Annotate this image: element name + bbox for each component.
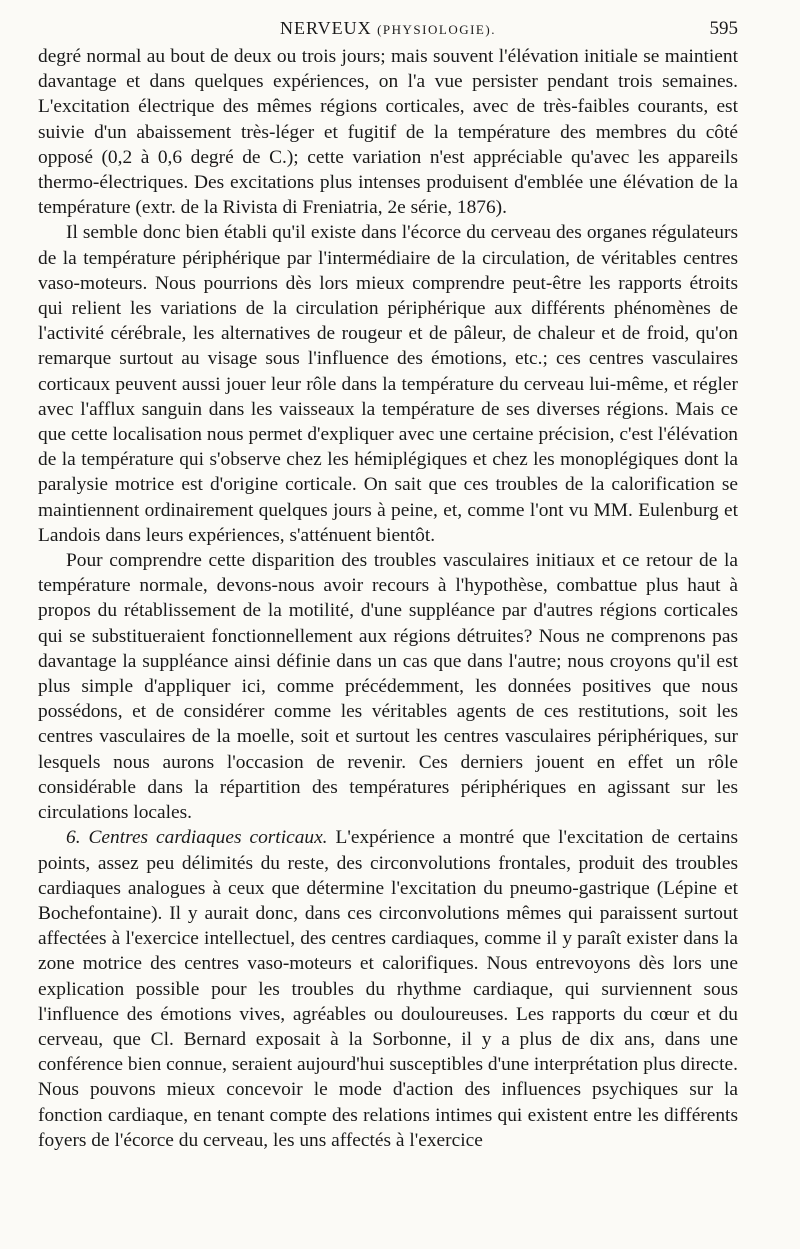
- paragraph-continued: degré normal au bout de deux ou trois jours; mais souvent l'élévation initiale se maintient davantage et dans quelques expériences, on l'a vue persister pendant trois semaines. L'excitation électrique des mêmes régions corticales, avec de très-faibles courants, est suivie d'un abaissement très-léger et fugitif de la température des membres du côté opposé (0,2 à 0,6 degré de C.); cette variation n'est appréciable qu'avec les appareils thermo-électriques. Des excitations plus intenses produisent d'emblée une élévation de la température (extr. de la Rivista di Freniatria, 2e série, 1876).: [38, 46, 738, 219]
- page-number: 595: [709, 18, 738, 39]
- running-title-sub: (PHYSIOLOGIE).: [377, 22, 496, 37]
- running-title-main: NERVEUX: [280, 18, 372, 38]
- running-title: [38, 18, 738, 39]
- paragraph-cortical-vasomotor-centers: Il semble donc bien établi qu'il existe dans l'écorce du cerveau des organes régulateurs de la température périphérique par l'intermédiaire de la circulation, de véritables centres vaso-moteurs. Nous pourrions dès lors mieux comprendre peut-être les rapports étroits qui relient les variations de la circulation périphérique aux différents phénomènes de l'activité cérébrale, les alternatives de rougeur et de pâleur, de chaleur et de froid, qu'on remarque surtout au visage sous l'influence des émotions, etc.; ces centres vasculaires corticaux peuvent aussi jouer leur rôle dans la température du cerveau lui-même, et régler avec l'afflux sanguin dans les vaisseaux la température de ses diverses régions. Mais ce que cette localisation nous permet d'expliquer avec une certaine précision, c'est l'élévation de la température qui s'observe chez les hémiplégiques et chez les monoplégiques dont la paralysie motrice est d'origine corticale. On sait que ces troubles de la calorification se maintiennent ordinairement quelques jours à peine, et, comme l'ont vu MM. Eulenburg et Landois dans leurs expériences, s'atténuent bientôt.: [38, 222, 738, 546]
- paragraph-cardiac-text: L'expérience a montré que l'excitation de certains points, assez peu délimités du reste, des circonvolutions frontales, produit des troubles cardiaques analogues à ceux que détermine l'excitation du pneumo-gastrique (Lépine et Bochefontaine). Il y aurait donc, dans ces circonvolutions mêmes qui paraissent surtout affectées à l'exercice intellectuel, des centres cardiaques, comme il y paraît exister dans la zone motrice des centres vaso-moteurs et calorifiques. Nous entrevoyons dès lors une explication possible pour les troubles du rhythme cardiaque, qui surviennent sous l'influence des émotions vives, agréables ou douloureuses. Les rapports du cœur et du cerveau, que Cl. Bernard exposait à la Sorbonne, il y a plus de dix ans, dans une conférence bien connue, seraient aujourd'hui susceptibles d'une interprétation plus directe. Nous pouvons mieux concevoir le mode d'action des influences psychiques sur la fonction cardiaque, en tenant compte des relations intimes qui existent entre les différents foyers de l'écorce du cerveau, les uns affectés à l'exercice: [38, 827, 738, 1151]
- body-text: [38, 44, 738, 1153]
- paragraph-disappearance-of-troubles: Pour comprendre cette disparition des troubles vasculaires initiaux et ce retour de la température normale, devons-nous avoir recours à l'hypothèse, combattue plus haut à propos du rétablissement de la motilité, d'une suppléance par d'autres régions corticales qui se substitueraient fonctionnellement aux régions détruites? Nous ne comprenons pas davantage la suppléance ainsi définie dans un cas que dans l'autre; nous croyons qu'il est plus simple d'appliquer ici, comme précédemment, les données positives que nous possédons, et de considérer comme les véritables agents de ces restitutions, soit les centres vasculaires de la moelle, soit et surtout les centres vasculaires périphériques, sur lesquels nous aurons l'occasion de revenir. Ces derniers jouent en effet un rôle considérable dans la répartition des températures périphériques en agissant sur les circulations locales.: [38, 550, 738, 824]
- paragraph-cardiac-centers: [38, 825, 738, 1153]
- running-head: [38, 14, 738, 44]
- section-heading: 6. Centres cardiaques corticaux.: [66, 827, 328, 849]
